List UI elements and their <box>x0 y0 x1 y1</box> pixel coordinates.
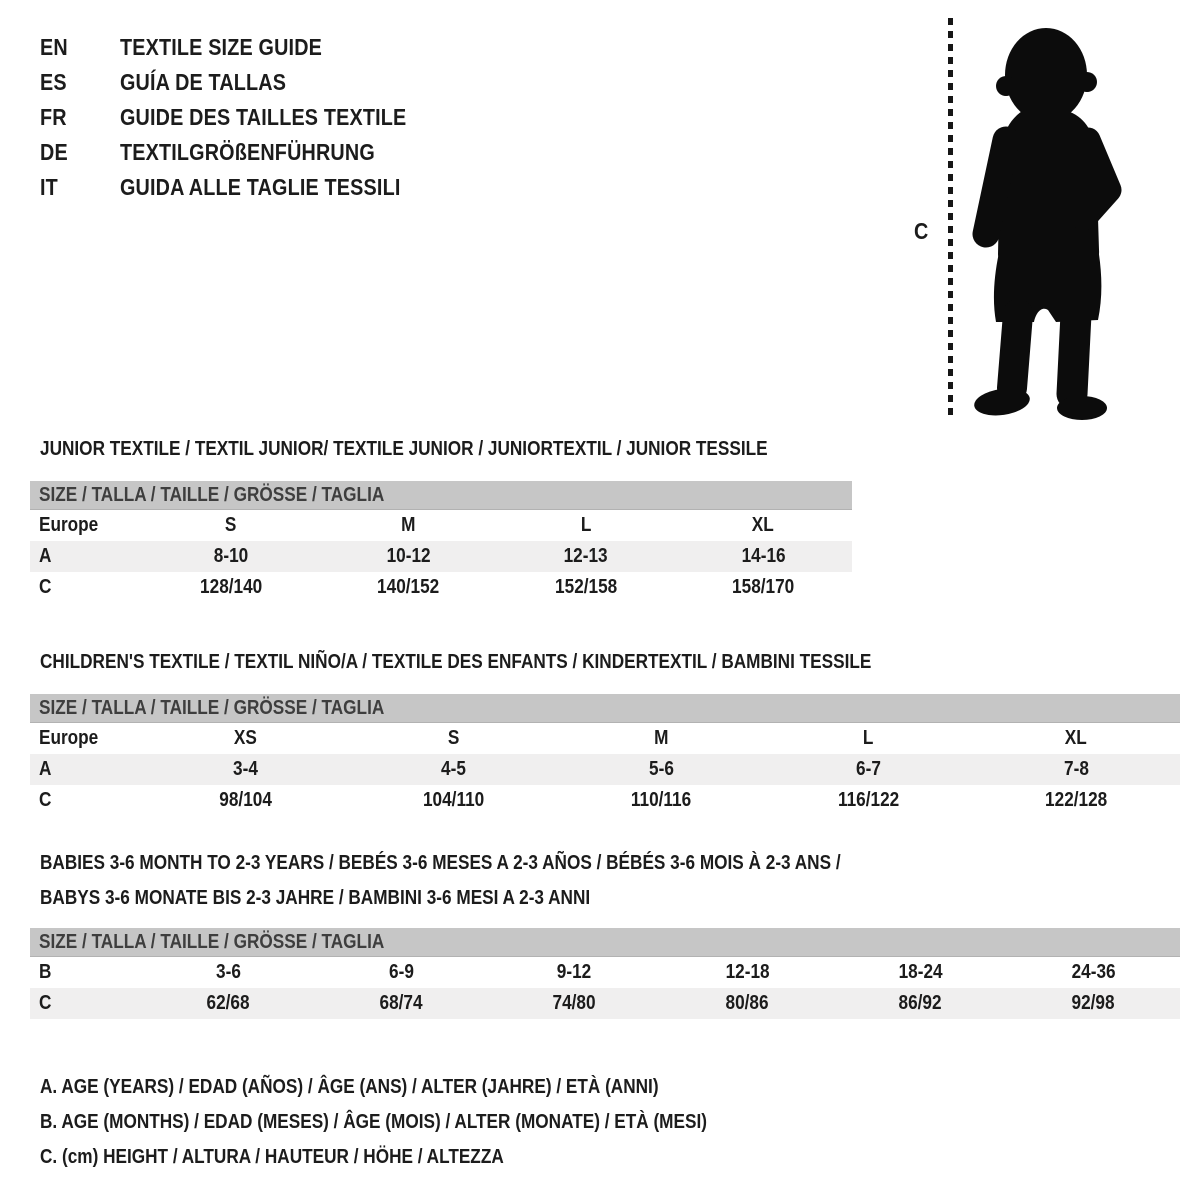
language-code: ES <box>40 69 67 95</box>
language-code: DE <box>40 139 68 165</box>
guide-title-en: TEXTILE SIZE GUIDE <box>120 34 323 60</box>
age-cell: 18-24 <box>898 961 943 983</box>
height-cell: 86/92 <box>898 992 943 1014</box>
age-cell: 14-16 <box>741 545 786 567</box>
age-cell: 6-7 <box>856 758 882 780</box>
height-cell: 152/158 <box>554 576 617 598</box>
language-row-de <box>40 135 453 170</box>
size-cell: L <box>863 727 874 749</box>
legend-line-b: B. AGE (MONTHS) / EDAD (MESES) / ÂGE (MOIS) / ALTER (MONATE) / ETÀ (MESI) <box>40 1111 707 1133</box>
language-code: IT <box>40 174 58 200</box>
toddler-silhouette-icon <box>962 22 1140 422</box>
age-cell: 5-6 <box>648 758 674 780</box>
size-cell: M <box>401 514 416 536</box>
size-cell: M <box>653 727 669 749</box>
children-section-title: CHILDREN'S TEXTILE / TEXTIL NIÑO/A / TEXTILE DES ENFANTS / KINDERTEXTIL / BAMBINI TESSILE <box>40 651 872 673</box>
language-code: FR <box>40 104 67 130</box>
table-row-a <box>30 541 852 572</box>
height-dashed-line <box>948 18 953 416</box>
height-cell: 92/98 <box>1071 992 1116 1014</box>
row-label: A <box>39 545 52 567</box>
row-label: C <box>39 992 52 1014</box>
height-label-c: C <box>914 218 929 244</box>
height-cell: 62/68 <box>206 992 251 1014</box>
table-row-c <box>30 572 852 603</box>
babies-section-title: BABIES 3-6 MONTH TO 2-3 YEARS / BEBÉS 3-6 MESES A 2-3 AÑOS / BÉBÉS 3-6 MOIS À 2-3 ANS / BABYS 3-6 MONATE BIS 2-3 JAHRE / BAMBINI 3-6 MESI A 2-3 ANNI <box>40 852 841 909</box>
size-header-bar: SIZE / TALLA / TAILLE / GRÖSSE / TAGLIA <box>30 928 1180 957</box>
age-cell: 9-12 <box>557 961 592 983</box>
height-cell: 74/80 <box>552 992 597 1014</box>
guide-title-fr: GUIDE DES TAILLES TEXTILE <box>120 104 407 130</box>
height-cell: 110/116 <box>630 789 692 811</box>
size-header-bar: SIZE / TALLA / TAILLE / GRÖSSE / TAGLIA <box>30 481 852 510</box>
babies-size-table <box>30 928 1180 1019</box>
junior-size-table <box>30 481 852 603</box>
row-label: C <box>39 789 52 811</box>
measurement-legend <box>40 1070 816 1175</box>
row-label: B <box>39 961 52 983</box>
size-cell: S <box>225 514 237 536</box>
height-cell: 68/74 <box>379 992 424 1014</box>
row-label: C <box>39 576 52 598</box>
age-cell: 24-36 <box>1071 961 1116 983</box>
size-cell: XL <box>1065 727 1088 749</box>
row-label: A <box>39 758 52 780</box>
size-cell: XS <box>234 727 258 749</box>
language-row-en <box>40 30 453 65</box>
age-cell: 6-9 <box>389 961 414 983</box>
height-cell: 122/128 <box>1045 789 1108 811</box>
table-row-a <box>30 754 1180 785</box>
height-cell: 98/104 <box>219 789 273 811</box>
size-cell: S <box>447 727 460 749</box>
language-row-es <box>40 65 453 100</box>
height-cell: 158/170 <box>732 576 795 598</box>
age-cell: 7-8 <box>1063 758 1089 780</box>
height-cell: 116/122 <box>837 789 900 811</box>
age-cell: 3-4 <box>233 758 259 780</box>
language-row-it <box>40 170 453 205</box>
language-code: EN <box>40 34 68 60</box>
age-cell: 3-6 <box>216 961 241 983</box>
guide-title-es: GUÍA DE TALLAS <box>120 69 287 95</box>
age-cell: 12-13 <box>563 545 608 567</box>
legend-line-c: C. (cm) HEIGHT / ALTURA / HAUTEUR / HÖHE / ALTEZZA <box>40 1146 504 1168</box>
size-header-bar: SIZE / TALLA / TAILLE / GRÖSSE / TAGLIA <box>30 694 1180 723</box>
age-cell: 10-12 <box>386 545 431 567</box>
junior-section-title: JUNIOR TEXTILE / TEXTIL JUNIOR/ TEXTILE JUNIOR / JUNIORTEXTIL / JUNIOR TESSILE <box>40 438 768 460</box>
age-cell: 4-5 <box>440 758 466 780</box>
height-cell: 80/86 <box>725 992 770 1014</box>
height-cell: 104/110 <box>422 789 485 811</box>
table-row-b <box>30 957 1180 988</box>
language-title-block <box>40 30 453 205</box>
guide-title-it: GUIDA ALLE TAGLIE TESSILI <box>120 174 401 200</box>
language-row-fr <box>40 100 453 135</box>
size-cell: L <box>580 514 592 536</box>
table-row-c <box>30 785 1180 816</box>
height-cell: 128/140 <box>199 576 262 598</box>
height-cell: 140/152 <box>377 576 440 598</box>
table-row-europe <box>30 723 1180 754</box>
age-cell: 12-18 <box>725 961 770 983</box>
size-cell: XL <box>752 514 775 536</box>
table-row-europe <box>30 510 852 541</box>
table-row-c <box>30 988 1180 1019</box>
legend-line-a: A. AGE (YEARS) / EDAD (AÑOS) / ÂGE (ANS) / ALTER (JAHRE) / ETÀ (ANNI) <box>40 1076 659 1098</box>
row-label: Europe <box>39 514 99 536</box>
row-label: Europe <box>39 727 99 749</box>
age-cell: 8-10 <box>213 545 248 567</box>
children-size-table <box>30 694 1180 816</box>
guide-title-de: TEXTILGRÖßENFÜHRUNG <box>120 139 375 165</box>
